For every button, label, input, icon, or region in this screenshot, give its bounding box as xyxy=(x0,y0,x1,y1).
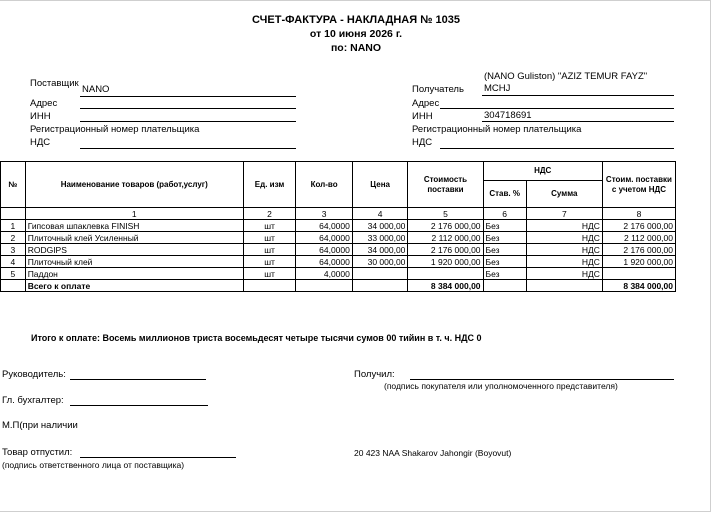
table-row xyxy=(1,244,676,256)
table-row xyxy=(1,232,676,244)
cell-total: 1 920 000,00 xyxy=(602,256,675,268)
header-vat-sum: Сумма xyxy=(526,181,602,208)
header-price: Цена xyxy=(352,162,408,208)
cell-no: 3 xyxy=(1,244,26,256)
header-vat-rate: Став. % xyxy=(483,181,526,208)
cell-price xyxy=(352,268,408,280)
cell-rate: Без xyxy=(483,244,526,256)
recipient-label: Получатель xyxy=(412,84,464,95)
col-number: 8 xyxy=(602,208,675,220)
document-title: СЧЕТ-ФАКТУРА - НАКЛАДНАЯ № 1035 xyxy=(252,14,460,26)
received-note: (подпись покупателя или уполномоченного представителя) xyxy=(384,381,618,391)
total-cost: 8 384 000,00 xyxy=(408,280,483,292)
col-number: 4 xyxy=(352,208,408,220)
supplier-inn-line xyxy=(80,121,296,122)
cell-unit: шт xyxy=(243,256,295,268)
amount-in-words: Итого к оплате: Восемь миллионов триста восемьдесят четыре тысячи сумов 00 тийин в т. ч. НДС 0 xyxy=(31,333,482,343)
cell-no: 5 xyxy=(1,268,26,280)
cell-total: 2 176 000,00 xyxy=(602,220,675,232)
total-with-vat: 8 384 000,00 xyxy=(602,280,675,292)
cell-unit: шт xyxy=(243,232,295,244)
recipient-nds-label: НДС xyxy=(412,137,433,148)
invoice-table xyxy=(0,161,676,292)
cell-cost: 2 176 000,00 xyxy=(408,220,483,232)
cell-cost: 2 112 000,00 xyxy=(408,232,483,244)
cell-qty: 64,0000 xyxy=(296,232,353,244)
cell-name: Паддон xyxy=(25,268,243,280)
recipient-address-label: Адрес xyxy=(412,98,440,109)
col-number: 6 xyxy=(483,208,526,220)
cell-unit: шт xyxy=(243,268,295,280)
cell-empty xyxy=(483,280,526,292)
recipient-name-line xyxy=(482,95,674,96)
director-signature-line xyxy=(70,379,206,380)
supplier-name: NANO xyxy=(82,84,110,95)
cell-total: 2 112 000,00 xyxy=(602,232,675,244)
cell-empty xyxy=(243,280,295,292)
supplier-reg-label: Регистрационный номер плательщика xyxy=(30,124,200,135)
header-qty: Кол-во xyxy=(296,162,353,208)
cell-no: 1 xyxy=(1,220,26,232)
header-total: Стоим. поставки с учетом НДС xyxy=(602,162,675,208)
total-row xyxy=(1,280,676,292)
cell-price: 30 000,00 xyxy=(352,256,408,268)
document-date: от 10 июня 2026 г. xyxy=(309,28,403,40)
col-number: 1 xyxy=(25,208,243,220)
cell-rate: Без xyxy=(483,220,526,232)
cell-rate: Без xyxy=(483,268,526,280)
driver-info: 20 423 NAA Shakarov Jahongir (Boyovut) xyxy=(354,448,512,458)
cell-name: Гипсовая шпаклевка FINISH xyxy=(25,220,243,232)
header-no: № xyxy=(1,162,26,208)
cell-price: 34 000,00 xyxy=(352,220,408,232)
cell-cost: 1 920 000,00 xyxy=(408,256,483,268)
cell-name: Плиточный клей Усиленный xyxy=(25,232,243,244)
cell-vat: НДС xyxy=(526,256,602,268)
cell-unit: шт xyxy=(243,220,295,232)
table-row xyxy=(1,268,676,280)
supplier-address-line xyxy=(80,108,296,109)
supplier-nds-line xyxy=(80,148,296,149)
recipient-address-line xyxy=(440,108,674,109)
recipient-inn-label: ИНН xyxy=(412,111,433,122)
cell-no: 4 xyxy=(1,256,26,268)
cell-qty: 64,0000 xyxy=(296,220,353,232)
recipient-name-line1: (NANO Guliston) "AZIZ TEMUR FAYZ" xyxy=(484,71,648,82)
released-signature-line xyxy=(80,457,236,458)
received-label: Получил: xyxy=(354,369,395,380)
stamp-label: М.П(при наличии xyxy=(2,420,78,431)
cell-empty xyxy=(352,280,408,292)
document-contract: по: NANO xyxy=(330,42,382,54)
table-row xyxy=(1,220,676,232)
cell-unit: шт xyxy=(243,244,295,256)
col-number: 7 xyxy=(526,208,602,220)
supplier-name-line xyxy=(80,96,296,97)
column-number-row xyxy=(1,208,676,220)
cell-qty: 4,0000 xyxy=(296,268,353,280)
recipient-nds-line xyxy=(440,148,674,149)
cell-vat: НДС xyxy=(526,220,602,232)
cell-price: 33 000,00 xyxy=(352,232,408,244)
table-row xyxy=(1,256,676,268)
cell-vat: НДС xyxy=(526,244,602,256)
received-signature-line xyxy=(410,379,674,380)
cell-vat: НДС xyxy=(526,268,602,280)
total-label: Всего к оплате xyxy=(25,280,243,292)
cell-total xyxy=(602,268,675,280)
col-number: 2 xyxy=(243,208,295,220)
released-label: Товар отпустил: xyxy=(2,447,73,458)
cell-qty: 64,0000 xyxy=(296,244,353,256)
header-unit: Ед. изм xyxy=(243,162,295,208)
col-number: 3 xyxy=(296,208,353,220)
cell-name: Плиточный клей xyxy=(25,256,243,268)
cell-empty xyxy=(526,280,602,292)
cell-total: 2 176 000,00 xyxy=(602,244,675,256)
accountant-signature-line xyxy=(70,405,208,406)
header-name: Наименование товаров (работ,услуг) xyxy=(25,162,243,208)
director-label: Руководитель: xyxy=(2,369,66,380)
cell-name: RODGIPS xyxy=(25,244,243,256)
cell-empty xyxy=(296,280,353,292)
supplier-nds-label: НДС xyxy=(30,137,51,148)
cell-cost: 2 176 000,00 xyxy=(408,244,483,256)
accountant-label: Гл. бухгалтер: xyxy=(2,395,64,406)
recipient-inn-line xyxy=(482,121,674,122)
supplier-address-label: Адрес xyxy=(30,98,58,109)
recipient-reg-label: Регистрационный номер плательщика xyxy=(412,124,582,135)
cell-rate: Без xyxy=(483,232,526,244)
released-note: (подпись ответственного лица от поставщика) xyxy=(2,460,185,470)
cell-vat: НДС xyxy=(526,232,602,244)
supplier-label: Поставщик xyxy=(30,78,79,89)
cell-empty xyxy=(1,280,26,292)
header-vat: НДС xyxy=(483,162,602,181)
recipient-name-line2: MCHJ xyxy=(484,83,511,94)
col-number xyxy=(1,208,26,220)
cell-price: 34 000,00 xyxy=(352,244,408,256)
cell-qty: 64,0000 xyxy=(296,256,353,268)
cell-no: 2 xyxy=(1,232,26,244)
cell-cost xyxy=(408,268,483,280)
col-number: 5 xyxy=(408,208,483,220)
header-cost: Стоимость поставки xyxy=(408,162,483,208)
cell-rate: Без xyxy=(483,256,526,268)
recipient-inn-value: 304718691 xyxy=(484,110,532,121)
supplier-inn-label: ИНН xyxy=(30,111,51,122)
